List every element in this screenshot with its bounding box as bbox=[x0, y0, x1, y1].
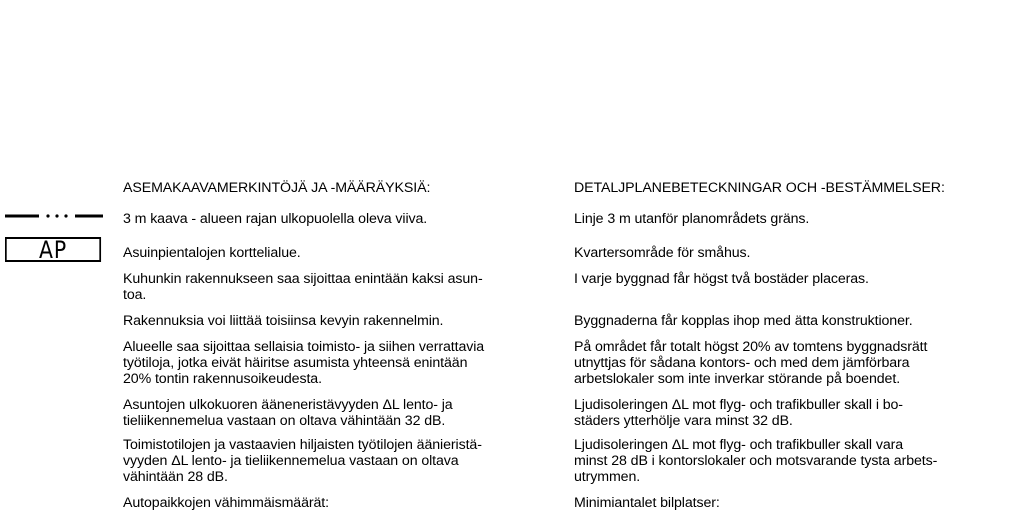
right-p3-line: utnyttjas för sådana kontors- och med dem jämförbara bbox=[574, 355, 910, 371]
left-p6-line: Autopaikkojen vähimmäismäärät: bbox=[123, 495, 329, 511]
right-p4-line: städers ytterhölje vara minst 32 dB. bbox=[574, 413, 793, 429]
right-p4-line: Ljudisoleringen ΔL mot flyg- och trafikbuller skall i bo- bbox=[574, 397, 903, 413]
right-p5-line: minst 28 dB i kontorslokaler och motsvarande tysta arbets- bbox=[574, 453, 938, 469]
left-p5-line: Toimistotilojen ja vastaavien hiljaisten työtilojen äänieristä- bbox=[123, 437, 482, 453]
left-p3-line: 20% tontin rakennusoikeudesta. bbox=[123, 371, 322, 387]
right-p3-line: arbetslokaler som inte inverkar störande på boendet. bbox=[574, 371, 901, 387]
right-p2-line: Byggnaderna får kopplas ihop med ätta konstruktioner. bbox=[574, 313, 913, 329]
left-p1-line: toa. bbox=[123, 287, 147, 303]
right-p5-line: Ljudisoleringen ΔL mot flyg- och trafikbuller skall vara bbox=[574, 437, 904, 453]
right-ap-title: Kvartersområde för småhus. bbox=[574, 245, 751, 261]
plan-boundary-3m-line-symbol bbox=[5, 211, 103, 221]
left-p5-line: vyyden ΔL lento- ja tieliikennemelua vastaan on oltava bbox=[123, 453, 459, 469]
left-p3-line: työtiloja, jotka eivät häiritse asumista yhteensä enintään bbox=[123, 355, 468, 371]
left-p2-line: Rakennuksia voi liittää toisiinsa kevyin rakennelmin. bbox=[123, 313, 444, 329]
left-ap-title: Asuinpientalojen korttelialue. bbox=[123, 245, 301, 261]
right-p3-line: På området får totalt högst 20% av tomtens byggnadsrätt bbox=[574, 339, 928, 355]
ap-block-symbol bbox=[5, 237, 101, 262]
ap-label: AP bbox=[39, 235, 67, 264]
right-p6-line: Minimiantalet bilplatser: bbox=[574, 495, 720, 511]
left-p5-line: vähintään 28 dB. bbox=[123, 469, 228, 485]
left-p4-line: Asuntojen ulkokuoren ääneneristävyyden ΔL lento- ja bbox=[123, 397, 453, 413]
left-p3-line: Alueelle saa sijoittaa sellaisia toimisto- ja siihen verrattavia bbox=[123, 339, 485, 355]
right-boundary-line-text: Linje 3 m utanför planområdets gräns. bbox=[574, 211, 810, 227]
right-heading: DETALJPLANEBETECKNINGAR OCH -BESTÄMMELSER: bbox=[574, 180, 945, 196]
left-p4-line: tieliikennemelua vastaan on oltava vähintään 32 dB. bbox=[123, 413, 446, 429]
left-boundary-line-text: 3 m kaava - alueen rajan ulkopuolella oleva viiva. bbox=[123, 211, 428, 227]
left-heading: ASEMAKAAVAMERKINTÖJÄ JA -MÄÄRÄYKSIÄ: bbox=[123, 180, 431, 196]
right-p5-line: utrymmen. bbox=[574, 469, 641, 485]
right-p1-line: I varje byggnad får högst två bostäder placeras. bbox=[574, 271, 869, 287]
left-p1-line: Kuhunkin rakennukseen saa sijoittaa enintään kaksi asun- bbox=[123, 271, 483, 287]
